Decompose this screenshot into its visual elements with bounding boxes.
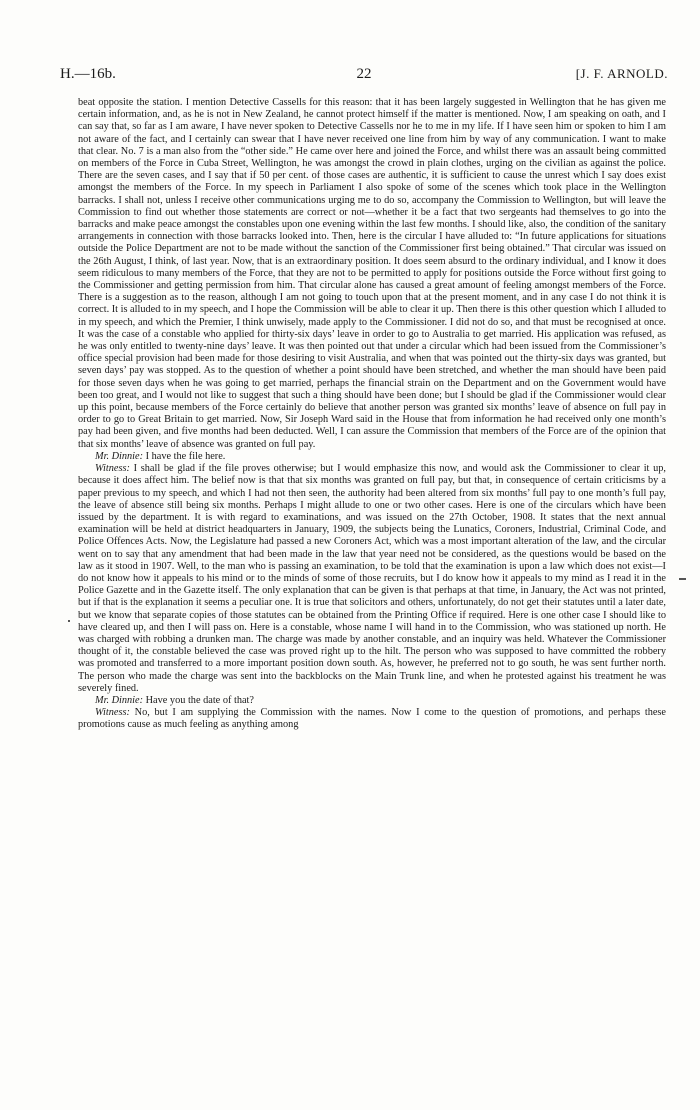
speaker-label: Witness:: [95, 707, 130, 719]
speaker-label: Mr. Dinnie:: [95, 450, 144, 462]
speaker-label: Mr. Dinnie:: [95, 694, 144, 706]
paragraph-text: beat opposite the station. I mention Detective Cassells for this reason: that it has been largely suggested in Wellington that he has given me certain information, and, as he is not in New Zealand, he cannot protect himself if the matter is mentioned. Now, I am speaking on oath, and I can say that, so far as I am aware, I have never spoken to Detective Cassells nor he to me in my life. If I have seen him or spoken to him I am not aware of the fact, and I certainly can swear that I have never received one line from him by way of any communication. I want to make that clear. No. 7 is a man also from the “other side.” He came over here and joined the Force, and whilst there was an assault being committed on members of the Force in Cuba Street, Wellington, he was amongst the crowd in plain clothes, urging on the civilian as against the police. There are the seven cases, and I say that if 50 per cent. of those cases are authentic, it is sufficient to cause the unrest which I say does exist amongst the members of the Force. In my speech in Parliament I also spoke of some of the scenes which took place in the Wellington barracks. I shall not, unless I receive other communications urging me to do so, accompany the Commission to Wellington, but will leave the Commission to find out whether those statements are correct or not—whether it be a fact that two sergeants had themselves to go into the barracks and make peace amongst the constables upon one evening within the last few months. I should like, also, the condition of the sanitary arrangements in connection with those barracks looked into. Then, here is the circular I have alluded to: “In future applications for situations outside the Police Department are not to be made without the sanction of the Commissioner first being obtained.” That circular was issued on the 26th August, I think, of last year. Now, that is an extraordinary position. It does seem absurd to the ordinary individual, and I know it does seem ridiculous to many members of the Force, that they are not to be permitted to apply for positions outside the Force without first going to the Commissioner and getting permission from him. That circular alone has caused a great amount of feeling amongst members of the Force. There is a suggestion as to the reason, although I am not going to touch upon that at the present moment, and in any case I do not think it is correct. It is alluded to in my speech, and I hope the Commission will be able to clear it up. Then there is this other question which I alluded to in my speech, and which the Premier, I think unwisely, made apply to the Commissioner. I did not do so, and that must be recognised at once. It was the case of a constable who applied for thirty-six days’ leave in order to go to Australia to get married. His application was refused, as he was only entitled to twenty-nine days’ leave. It was then pointed out that under a circular which had been issued from the Commissioner’s office special provision had been made for those desiring to visit Australia, and when that was pointed out the thirty-six days was granted, but seven days’ pay was stopped. As to the question of whether a point should have been stretched, and whether the man should have been paid for those seven days when he was going to get married, perhaps the financial strain on the Department and on the Government would have been too great, and I would not like to suggest that such a thing should have been done; but I should be glad if the Commissioner would clear up this point, because members of the Force certainly do believe that another person was granted six months’ leave of absence on full pay in order to go to Great Britain to get married. Now, Sir Joseph Ward said in the House that from information he had received only one month’s pay had been given, and five months had been deducted. Well, I can assure the Commission that members of the Force are of the opinion that that six months’ leave of absence was granted on full pay.: [78, 97, 666, 450]
margin-mark: [679, 578, 686, 580]
speaker-label: Witness:: [95, 463, 130, 475]
paragraph: [78, 463, 666, 695]
page-header: [60, 66, 668, 88]
document-reference: H.—16b.: [60, 66, 116, 82]
paragraph-text: I have the file here.: [145, 450, 226, 462]
witness-name: [J. F. ARNOLD.: [575, 66, 668, 81]
paragraph: [78, 97, 666, 451]
paragraph: [78, 695, 666, 707]
paragraph-text: I shall be glad if the file proves otherwise; but I would emphasize this now, and would ask the Commissioner to clear it up, because it does affect him. The belief now is that that six months was granted on full pay, but that, in consequence of certain criticisms by a paper previous to my speech, and which I had not then seen, the authority had been altered from six months’ full pay to one month’s full pay, the leave of absence still being six months. Perhaps I might allude to one or two other cases. Here is one of the circulars which have been issued by the department. It is with regard to examinations, and was issued on the 27th October, 1908. It states that the next annual examination will be held at district headquarters in January, 1909, the subjects being the Lunatics, Coroners, Industrial, Criminal Code, and Police Offences Acts. Now, the Legislature had passed a new Coroners Act, which was a most important alteration of the law, and the circular went on to say that any amendment that had been made in the law that year need not be considered, as the questions would be based on the law as it stood in 1907. Well, to the man who is passing an examination, to be told that the examination is upon a law which does not exist—I do not know how it appeals to his mind or to the minds of some of those recruits, but I do know how it appeals to my mind as I read it in the Police Gazette and in the Gazette itself. The only explanation that can be given is that perhaps at that time, in January, the Act was not printed, but if that is the explanation it seems a peculiar one. It is true that solicitors and others, unfortunately, do not get their statutes until a later date, but we know that separate copies of those statutes can be obtained from the Printing Office if required. Here is one other case I should like to have cleared up, and then I will pass on. Here is a constable, whose name I will hand in to the Commission, who was stationed up north. He was charged with robbing a drunken man. The charge was made by another constable, and an inquiry was held. Whatever the Commissioner thought of it, the constable believed the case was proved right up to the hilt. The person who was supposed to have committed the robbery was promoted and transferred to a more important position down south. As, however, he preferred not to go south, he was sent further north. The person who made the charge was sent into the backblocks on the Main Trunk line, and when he protested against his treatment he was severely fined.: [78, 463, 666, 694]
document-body: [78, 97, 666, 732]
paragraph-text: Have you the date of that?: [145, 694, 254, 706]
margin-mark: [68, 620, 70, 622]
paragraph: [78, 707, 666, 731]
page-number: 22: [356, 66, 372, 82]
paragraph: [78, 451, 666, 463]
paragraph-text: No, but I am supplying the Commission with the names. Now I come to the question of promotions, and perhaps these promotions cause as much feeling as anything among: [78, 707, 666, 731]
